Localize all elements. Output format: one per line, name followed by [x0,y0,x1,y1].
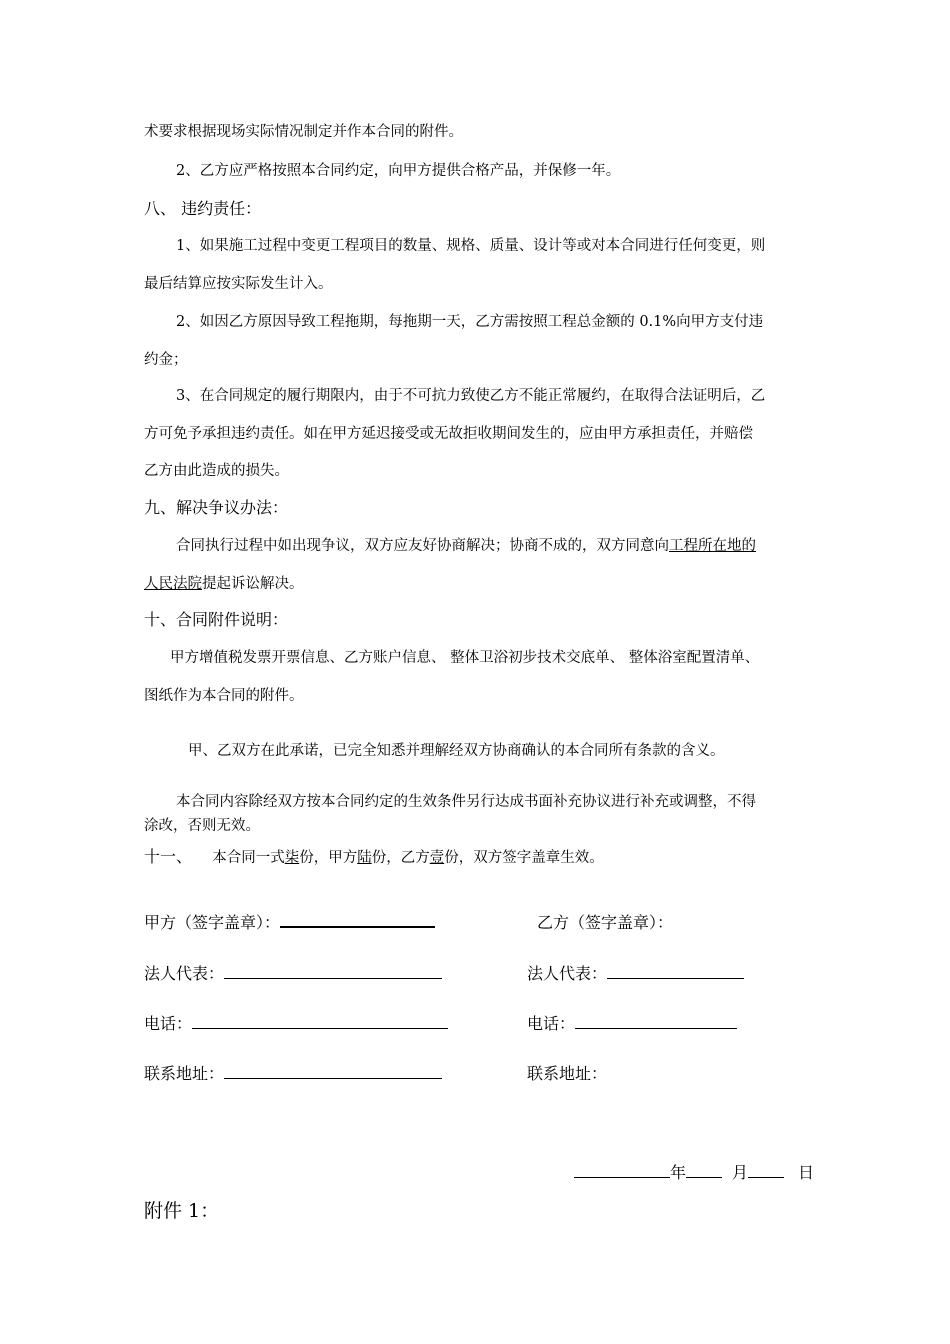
section8-heading: 八、 违约责任： [144,199,262,218]
party-a-address-label: 联系地址： [144,1064,225,1083]
party-b-address [527,1063,607,1085]
party-a-signature-line[interactable] [280,912,435,928]
party-b-label: 乙方（签字盖章）： [537,913,674,932]
party-a-phone-line[interactable] [192,1014,448,1029]
clause7-item2: 2、乙方应严格按照本合同约定，向甲方提供合格产品，并保修一年。 [176,163,621,179]
section11-text-c: 份，乙方 [371,850,430,866]
content-clause-line2: 涂改，否则无效。 [144,818,260,834]
section8-item2-line1: 2、如因乙方原因导致工程拖期，每拖期一天，乙方需按照工程总金额的 0.1%向甲方支付违 [176,314,764,330]
clause7-tail: 术要求根据现场实际情况制定并作本合同的附件。 [144,124,463,140]
month-label: 月 [732,1163,749,1182]
party-b-phone-line[interactable] [575,1014,737,1029]
section11-text-a: 本合同一式 [212,850,285,866]
copies-party-b: 壹 [429,850,445,866]
party-b-legal-rep [527,963,744,985]
party-a-label: 甲方（签字盖章）： [144,913,281,932]
commitment-statement: 甲、乙双方在此承诺，已完全知悉并理解经双方协商确认的本合同所有条款的含义。 [188,743,725,759]
section10-heading: 十、合同附件说明： [144,610,289,629]
section9-heading: 九、解决争议办法： [144,498,289,517]
court-name-underlined: 人民法院 [144,576,202,592]
attachment-heading: 附件 1： [144,1200,220,1222]
section8-item2-line2: 约金； [144,352,188,368]
day-blank[interactable] [748,1163,784,1178]
section8-item3-line1: 3、在合同规定的履行期限内，由于不可抗力致使乙方不能正常履约，在取得合法证明后，乙 [176,388,766,404]
party-a-phone-label: 电话： [144,1014,193,1033]
signing-date [574,1160,814,1183]
section9-line2 [144,574,304,594]
year-blank[interactable] [574,1163,670,1178]
section8-item1-line1: 1、如果施工过程中变更工程项目的数量、规格、质量、设计等或对本合同进行任何变更，则 [176,238,766,254]
party-a-address-line[interactable] [224,1064,442,1079]
section8-item3-line2: 方可免予承担违约责任。如在甲方延迟接受或无故拒收期间发生的，应由甲方承担责任，并赔偿 [144,426,753,442]
section8-item1-line2: 最后结算应按实际发生计入。 [144,276,333,292]
party-b-phone [527,1013,737,1035]
party-b-legal-rep-label: 法人代表： [527,964,608,983]
section10-line1: 甲方增值税发票开票信息、乙方账户信息、 整体卫浴初步技术交底单、 整体浴室配置清单、 [170,650,760,666]
party-a-legal-rep [144,963,442,985]
content-clause-line1: 本合同内容除经双方按本合同约定的生效条件另行达成书面补充协议进行补充或调整，不得 [176,794,756,810]
section9-line1-text: 合同执行过程中如出现争议，双方应友好协商解决；协商不成的，双方同意向 [176,538,669,554]
party-b-legal-rep-line[interactable] [607,964,744,979]
section11-heading: 十一、 [144,847,193,866]
party-a-legal-rep-line[interactable] [224,964,442,979]
copies-total: 柒 [284,850,300,866]
party-a-signature [144,912,435,934]
party-b-address-label: 联系地址： [527,1064,608,1083]
year-label: 年 [670,1163,687,1182]
section11-text-b: 份，甲方 [299,850,358,866]
party-a-legal-rep-label: 法人代表： [144,964,225,983]
section9-line2-text: 提起诉讼解决。 [202,576,304,592]
party-b-phone-label: 电话： [527,1014,576,1033]
section11 [144,846,604,869]
party-a-phone [144,1013,448,1035]
section8-item3-line3: 乙方由此造成的损失。 [144,463,289,479]
month-blank[interactable] [686,1163,722,1178]
copies-party-a: 陆 [357,850,372,866]
day-label: 日 [798,1163,815,1182]
section10-line2: 图纸作为本合同的附件。 [144,688,304,704]
court-location-underlined: 工程所在地的 [669,538,756,554]
party-a-address [144,1063,442,1085]
section9-line1 [176,536,756,556]
section11-text-d: 份，双方签字盖章生效。 [444,850,604,866]
party-b-signature [537,912,673,934]
